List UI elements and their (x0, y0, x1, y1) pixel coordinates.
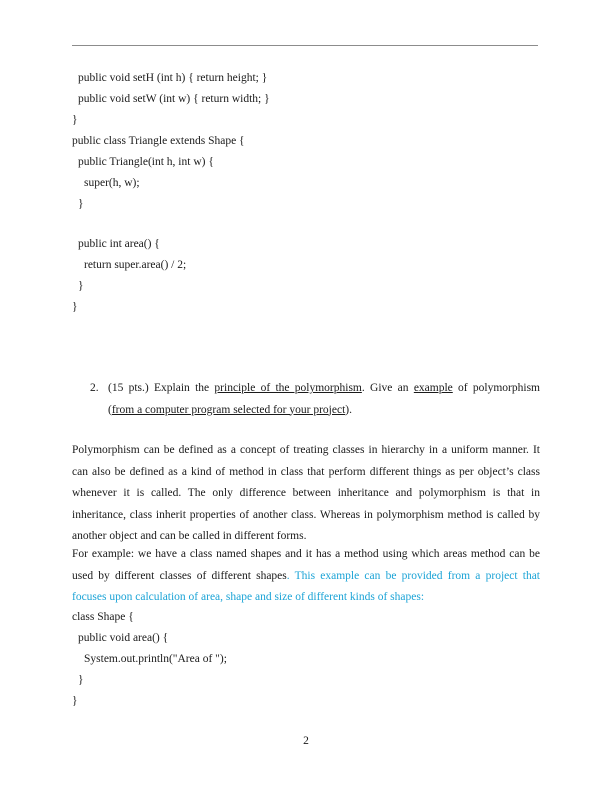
code-line: public Triangle(int h, int w) { (78, 156, 214, 168)
code-line: class Shape { (72, 611, 134, 623)
header-rule (72, 45, 538, 46)
answer-paragraph: Polymorphism can be defined as a concept of treating classes in hierarchy in a uniform manner. It can also be defined as a kind of method in class that perform different things as per object’s class whenever it is called. The only difference between inheritance and polymorphism is that in inheritance, class inherit properties of another class. Whereas in polymorphism method is called by another object and can be called in different forms. (72, 444, 540, 542)
code-line: public int area() { (78, 238, 160, 250)
question-2 (90, 378, 540, 421)
code-line: } (78, 674, 84, 686)
example-text: For example: we have a class named shapes and it has a method using which areas method can be used by different classes of different shapes (72, 548, 540, 582)
code-line: public class Triangle extends Shape { (72, 135, 245, 147)
code-line: super(h, w); (84, 177, 140, 189)
program-phrase: from a computer program selected for your project (111, 403, 346, 416)
code-line: public void area() { (78, 632, 169, 644)
question-number: 2. (90, 382, 99, 394)
example-paragraph (72, 544, 540, 609)
code-line: return super.area() / 2; (84, 259, 187, 271)
code-line: } (78, 198, 84, 210)
code-line: public void setW (int w) { return width; } (78, 93, 270, 105)
code-line: } (72, 301, 78, 313)
code-line: } (78, 280, 84, 292)
example-word: example (413, 382, 453, 394)
question-text: (15 pts.) Explain the principle of the polymorphism. Give an example of polymorphism (from a computer program selected for your project). (108, 382, 540, 416)
example-highlight: . This example can be provided from a project that focuses upon calculation of area, shape and size of different kinds of shapes: (72, 569, 540, 603)
code-line: } (72, 695, 78, 707)
page-number: 2 (303, 735, 309, 747)
code-line: public void setH (int h) { return height; } (78, 72, 268, 84)
code-line: System.out.println("Area of "); (84, 653, 227, 665)
principle-phrase: principle of the polymorphism (214, 382, 362, 394)
code-line: } (72, 114, 78, 126)
